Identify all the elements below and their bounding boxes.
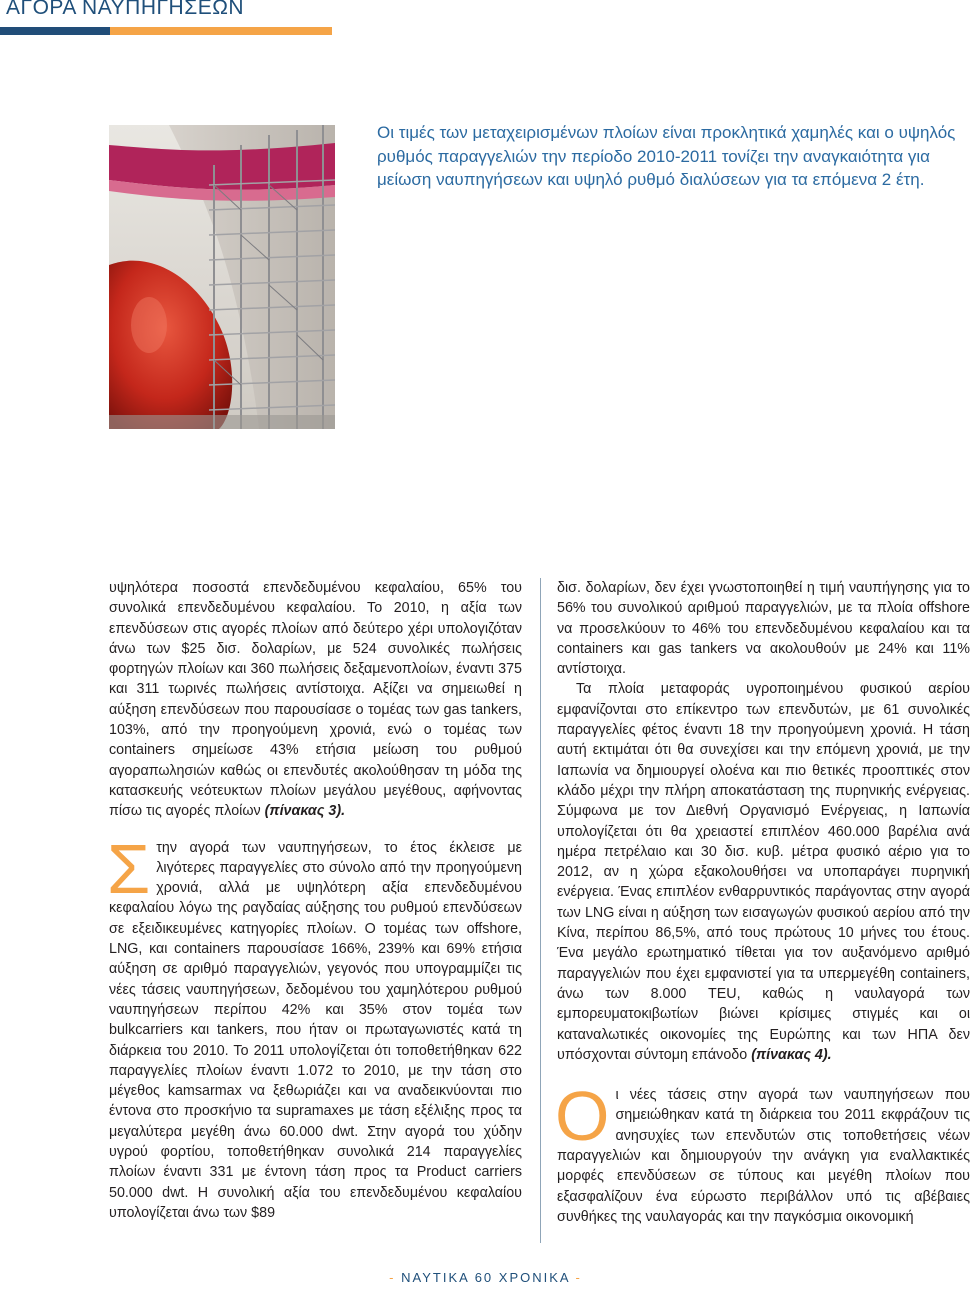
left-paragraph-1-text: υψηλότερα ποσοστά επενδεδυμένου κεφαλαίου, 65% του συνολικά επενδεδυμένου κεφαλαίου. Το 2010, η αξία των επενδύσεων στις αγορές πλοίων από δεύτερο χέρι υπολογιζόταν άνω των $25 δισ. δολαρίων, με 524 συνολικές πωλήσεις φορτηγών πλοίων και 360 πωλήσεις δεξαμενοπλοίων, έναντι 375 και 311 τωρινές πωλήσεις αντίστοιχα. Αξίζει να σημειωθεί η αύξηση επενδύσεων που παρουσίασε ο τομέας των gas tankers, 103%, από την προηγούμενη χρονιά, ενώ ο τομέας των containers σημείωσε 43% ετήσια μείωση του ρυθμού αγοραπωλησιών καθώς οι επενδυτές ακολούθησαν τη μόδα της κατασκευής νεότευκτων πλοίων μεγάλου μεγέθους, αφήνοντας πίσω τις αγορές πλοίων [109,580,522,820]
table-4-reference: (πίνακας 4). [751,1046,832,1063]
page-footer [0,1270,971,1285]
right-paragraph-3 [555,1077,970,1227]
left-paragraph-1 [109,578,522,822]
drop-cap-sigma: Σ [107,829,151,908]
column-divider [540,578,541,1243]
left-paragraph-2-text: την αγορά των ναυπηγήσεων, το έτος έκλεισε με λιγότερες παραγγελίες στο σύνολο από την προηγούμενη χρονιά, αλλά με υψηλότερη αξία επενδεδυμένου κεφαλαίου λόγω της ραγδαίας αύξησης του ρυθμού επενδύσεων σε εξειδικευμένες κατηγορίες πλοίων. Ο τομέας των offshore, LNG, και containers παρουσίασε 166%, 239% και 69% ετήσια αύξηση σε αριθμό παραγγελιών, γεγονός που υπογραμμίζει τις νέες τάσεις ναυπηγήσεων, δεδομένου του χαμηλότερου ρυθμού ναυπηγήσεων περίπου 42% και 35% στον τομέα των bulkcarriers και tankers, που ήταν οι πρωταγωνιστές κατά τη διάρκεια του 2010. Το 2011 υπολογίζεται ότι τοποθετήθηκαν 622 παραγγελίες πλοίων έναντι 1.072 το 2010, με την τάση στο μέγεθος kamsarmax να ξεθωριάζει και να αναδεικνύονται πιο έντονα στο προσκήνιο τα supramaxes με τάση εξέλιξης προς τα μεγαλύτερα μεγέθη άνω 60.000 dwt. Στην αγορά του χύδην υγρού φορτίου, τοποθετήθηκαν συνολικά 214 παραγγελίες πλοίων έναντι 331 με έντονη τάση προς τα Product carriers 50.000 dwt. Η συνολική αξία του επενδεδυμένου κεφαλαίου υπολογίζεται άνω των $89 [109,839,522,1221]
article-column-left [109,578,522,1223]
header-accent-bar-orange [110,27,332,35]
left-paragraph-2 [107,829,522,1224]
drop-cap-omicron: Ο [555,1077,610,1156]
right-paragraph-3-text: ι νέες τάσεις στην αγορά των ναυπηγήσεων που σημειώθηκαν κατά τη διάρκεια του 2011 εκφράζουν τις ανησυχίες των επενδυτών στις τοποθετήσεις νέων παραγγελιών και δημιουργούν την ανάγκη για εναλλακτικές μορφές επενδύσεων σε τύπους και μεγέθη πλοίων που εξασφαλίζουν ένα εύρωστο περιβάλλον υπό τις αβέβαιες συνθήκες της ναυλαγοράς και την παγκόσμια οικονομική [557,1087,970,1225]
section-title: ΑΓΟΡΑ ΝΑΥΠΗΓΗΣΕΩΝ [6,0,245,19]
right-paragraph-2 [557,679,970,1065]
footer-magazine-first: ΝΑΥΤΙΚΑ [401,1270,470,1285]
footer-dash-left: - [389,1270,396,1285]
right-paragraph-2-text: Τα πλοία μεταφοράς υγροποιημένου φυσικού αερίου εμφανίζονται στο επίκεντρο των επενδυτών, με 61 συνολικές παραγγελίες φέτος έναντι 18 την προηγούμενη χρονιά. Η τάση αυτή εκτιμάται ότι θα συνεχίσει και την επόμενη χρονιά, με την Ιαπωνία να δημιουργεί ολοένα και πιο θετικές προοπτικές στον κλάδο μέχρι την πλήρη αποκατάσταση της πυρηνικής ενέργειας. Σύμφωνα με τον Διεθνή Οργανισμό Ενέργειας, η Ιαπωνία υπολογίζεται ότι θα χρειαστεί επιπλέον 460.000 βαρέλια ανά ημέρα πετρέλαιο και 30 δισ. κυβ. μέτρα φυσικό αέριο για το 2012, αν η χώρα εξακολουθήσει να υποπαράγει πυρηνική ενέργεια. Ένας επιπλέον ενθαρρυντικός παράγοντας στην αγορά των LNG είναι η αύξηση των εισαγωγών φυσικού αερίου από την Κίνα, περίπου 86,5%, από τους πρώτους 10 μήνες του έτους. Ένα μεγάλο ερωτηματικό τίθεται για τον αυξανόμενο αριθμό παραγγελιών που έχει εμφανιστεί για τα υπερμεγέθη containers, άνω των 8.000 TEU, καθώς η ναυλαγορά των εμπορευματοκιβωτίων βιώνει κρίσιμες στιγμές και οι καταναλωτικές οικονομίες της Ευρώπης και των ΗΠΑ δεν υπόσχονται σύντομη επάνοδο [557,681,970,1063]
table-3-reference: (πίνακας 3). [264,803,346,820]
right-paragraph-1: δισ. δολαρίων, δεν έχει γνωστοποιηθεί η τιμή ναυπήγησης για το 56% του συνολικού αριθμού παραγγελιών, με τα πλοία offshore να προσελκύουν το 46% του επενδεδυμένου κεφαλαίου και τα containers και gas tankers να ακολουθούν με 24% και 11% αντίστοιχα. [557,580,970,678]
header-accent-bar-blue [0,27,110,35]
pull-quote: Οι τιμές των μεταχειρισμένων πλοίων είναι προκλητικά χαμηλές και ο υψηλός ρυθμός παραγγελιών την περίοδο 2010-2011 τονίζει την αναγκαιότητα για μείωση ναυπηγήσεων και υψηλό ρυθμό διαλύσεων για τα επόμενα 2 έτη. [377,123,956,189]
page-number: 60 [474,1270,494,1285]
article-column-right [557,578,970,1227]
footer-magazine-second: ΧΡΟΝΙΚΑ [498,1270,570,1285]
shipyard-photo [109,125,335,429]
footer-dash-right: - [575,1270,582,1285]
